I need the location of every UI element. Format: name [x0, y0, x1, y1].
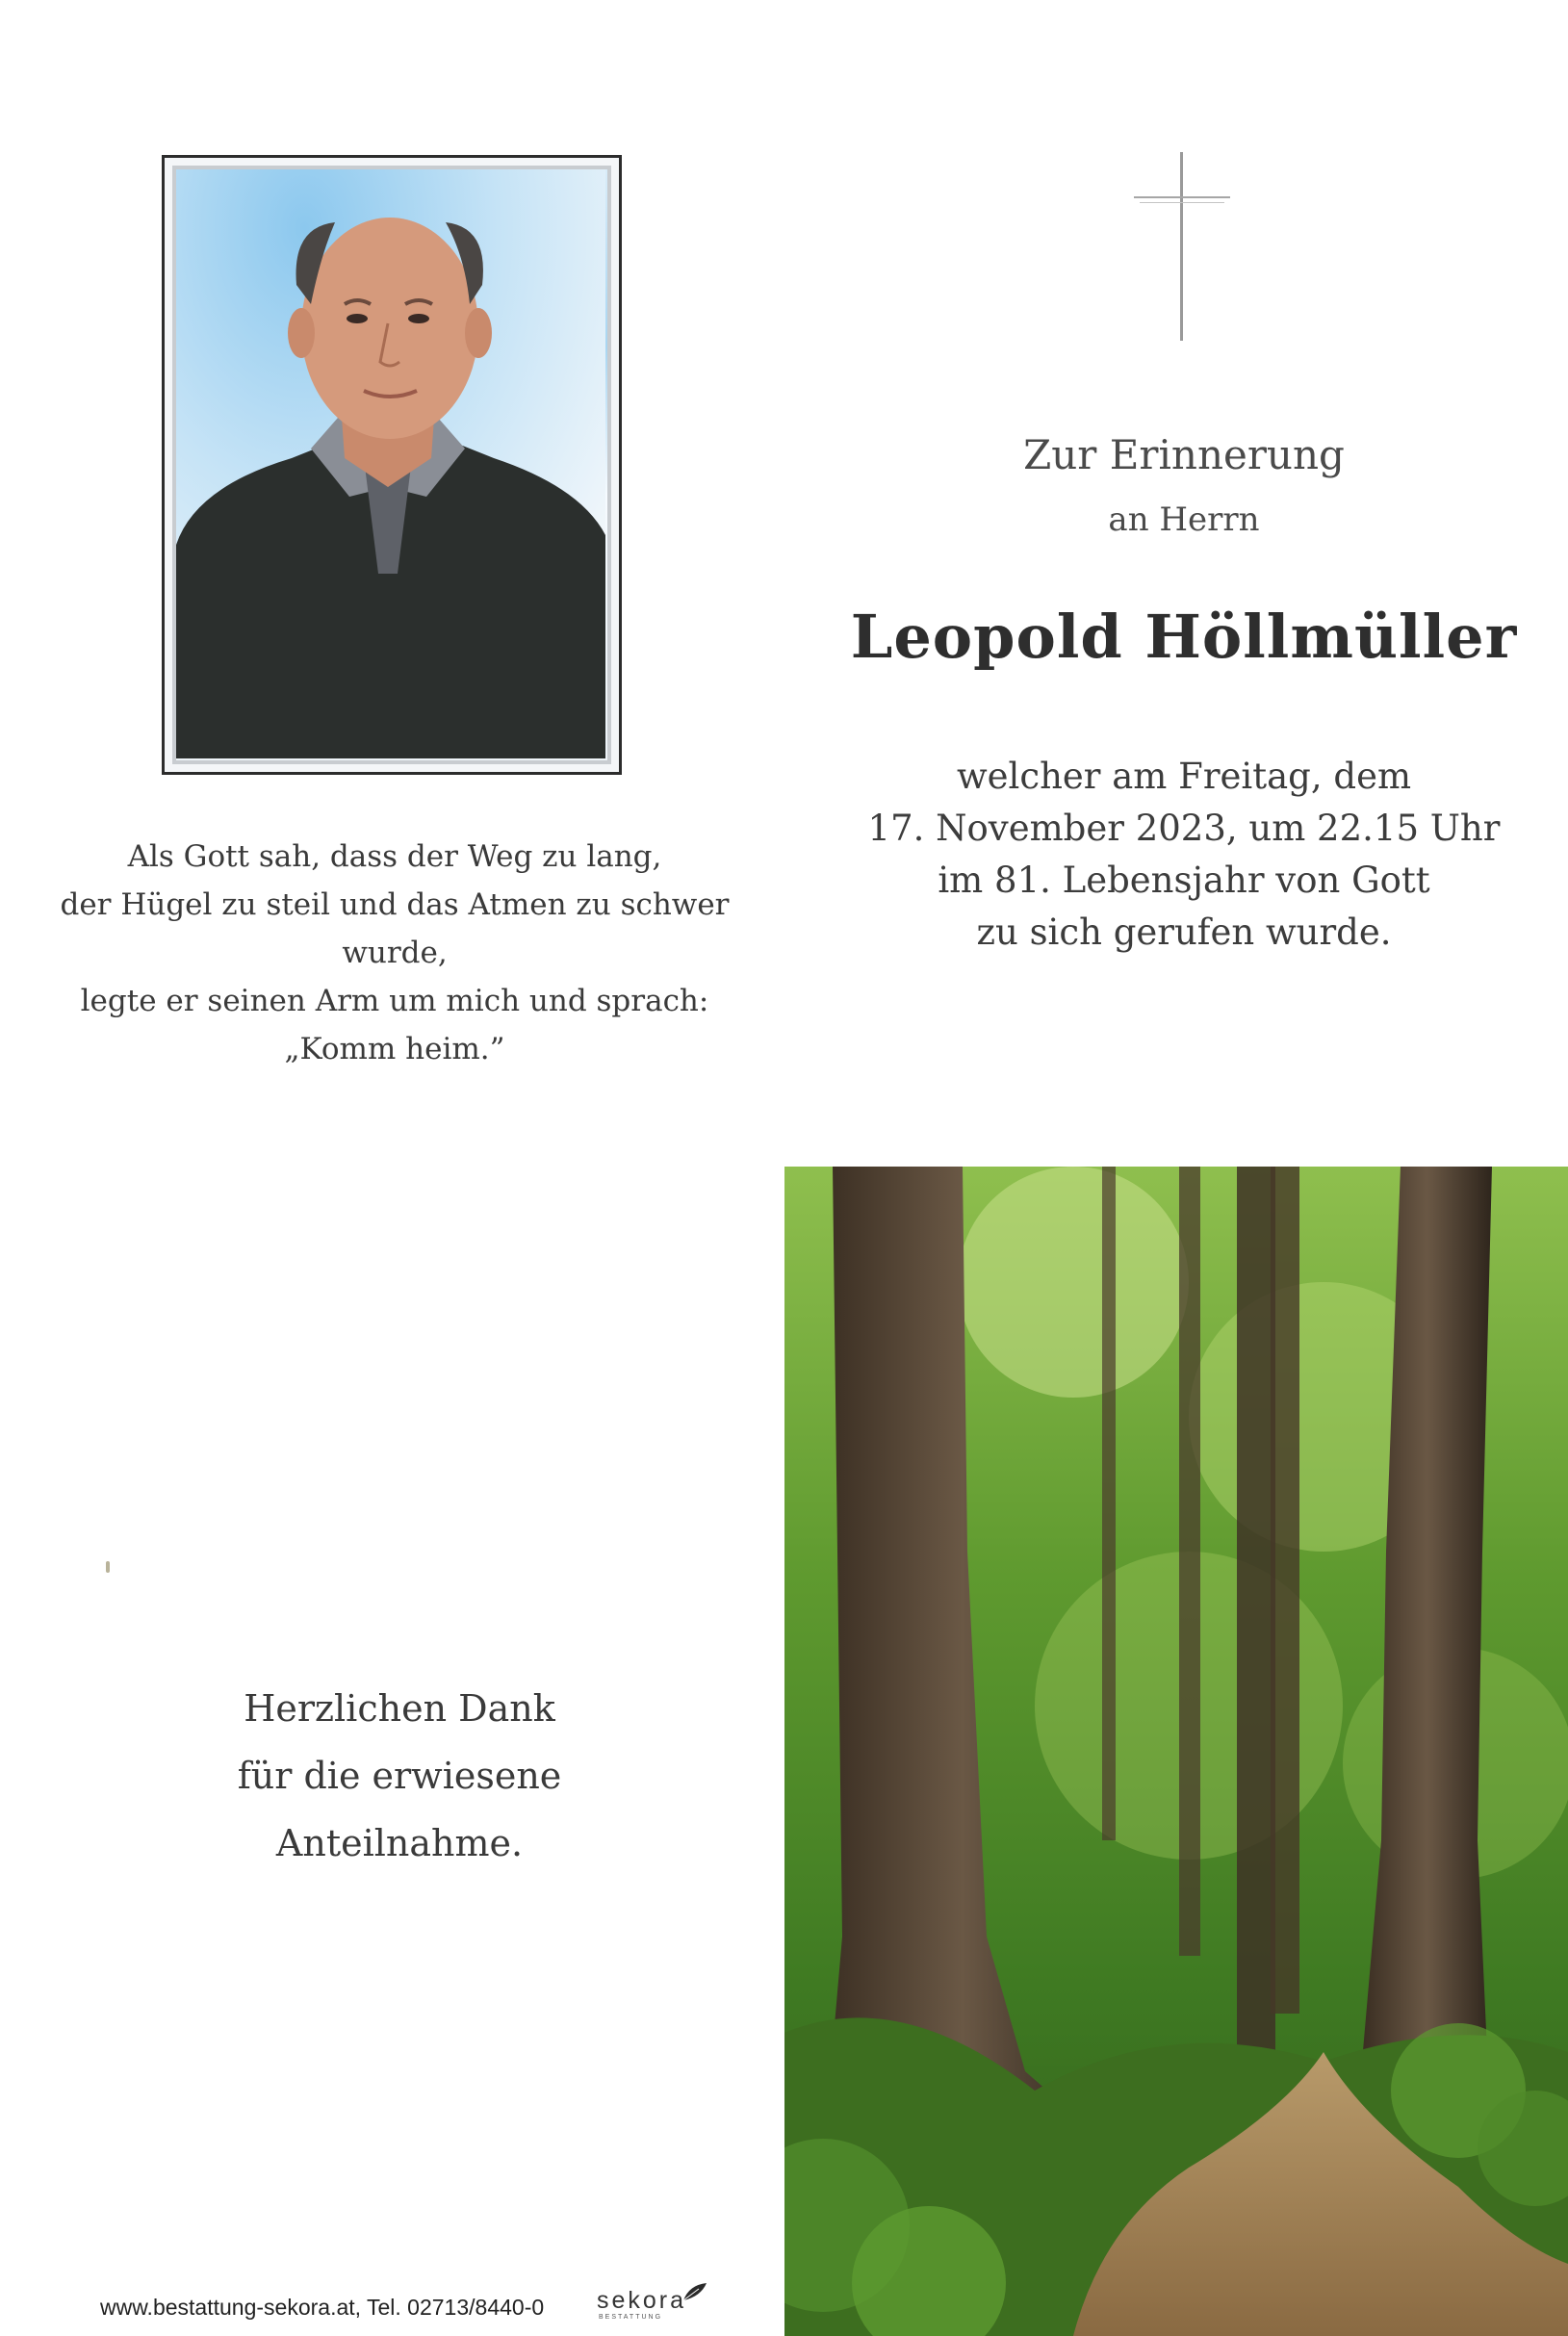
- portrait-photo: [172, 166, 611, 764]
- deceased-name: Leopold Höllmüller: [850, 602, 1518, 672]
- poem: [19, 833, 770, 1073]
- funeral-home-contact: www.bestattung-sekora.at, Tel. 02713/8440-0: [100, 2295, 545, 2320]
- forest-path-photo: [784, 1167, 1568, 2336]
- death-notice: [847, 751, 1521, 959]
- death-line: im 81. Lebensjahr von Gott: [938, 860, 1430, 901]
- death-line: 17. November 2023, um 22.15 Uhr: [867, 808, 1501, 849]
- funeral-home-logo: [597, 2281, 712, 2329]
- poem-line: „Komm heim.”: [284, 1032, 505, 1066]
- death-line: welcher am Freitag, dem: [956, 756, 1412, 797]
- thanks-line: für die erwiesene: [237, 1755, 562, 1797]
- leaf-icon: [681, 2281, 708, 2302]
- thanks-line: Herzlichen Dank: [244, 1687, 555, 1730]
- logo-wordmark: sekora: [597, 2287, 687, 2314]
- poem-line: legte er seinen Arm um mich und sprach:: [80, 984, 709, 1018]
- thanks-line: Anteilnahme.: [275, 1822, 524, 1864]
- memory-subtitle: an Herrn: [1108, 501, 1260, 539]
- paper-speck: [106, 1561, 110, 1573]
- logo-subtitle: BESTATTUNG: [599, 2314, 663, 2321]
- cross-icon: [1134, 152, 1230, 341]
- memory-title: Zur Erinnerung: [1023, 431, 1345, 478]
- portrait-frame: [162, 155, 622, 775]
- death-line: zu sich gerufen wurde.: [976, 911, 1392, 953]
- poem-line: der Hügel zu steil und das Atmen zu schwer wurde,: [60, 887, 730, 970]
- thanks-note: [183, 1675, 616, 1877]
- poem-line: Als Gott sah, dass der Weg zu lang,: [127, 839, 662, 874]
